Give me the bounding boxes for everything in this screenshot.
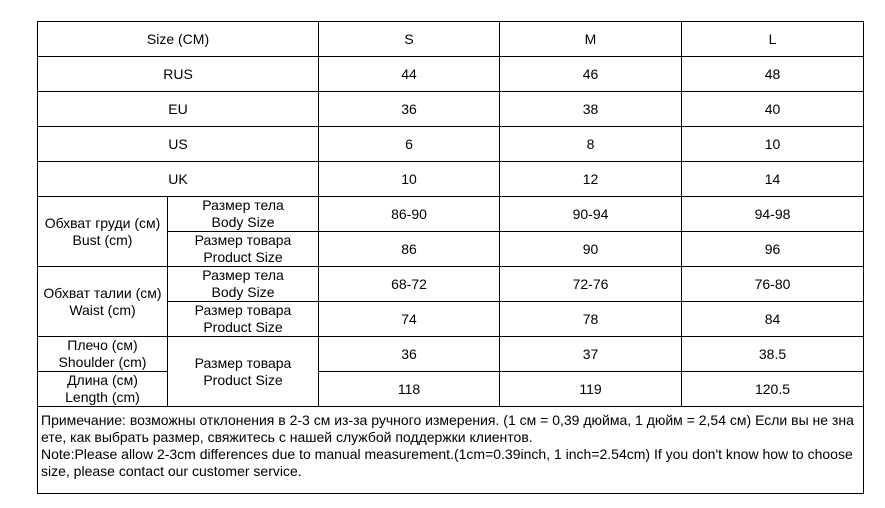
length-row (38, 372, 864, 407)
size-m-header: M (500, 22, 682, 57)
waist-body-row (38, 267, 864, 302)
cell: 76-80 (682, 267, 864, 302)
shoulder-row (38, 337, 864, 372)
cell: 86-90 (319, 197, 500, 232)
waist-label-en: Waist (cm) (69, 301, 136, 318)
cell: 46 (500, 57, 682, 92)
bust-body-row (38, 197, 864, 232)
shoulder-label: Плечо (см) Shoulder (cm) (38, 337, 168, 372)
eu-row (38, 92, 864, 127)
bust-label-ru: Обхват груди (см) (44, 214, 161, 231)
waist-label (38, 267, 168, 337)
cell: 72-76 (500, 267, 682, 302)
cell: 40 (682, 92, 864, 127)
bust-label (38, 197, 168, 267)
cell: 90-94 (500, 197, 682, 232)
cell: 12 (500, 162, 682, 197)
note-en: Note:Please allow 2-3cm differences due to manual measurement.(1cm=0.39inch, 1 inch=2.54cm) If you don't know how to choose size, please contact our customer service. (41, 446, 853, 479)
us-row (38, 127, 864, 162)
bust-label-en: Bust (cm) (72, 231, 133, 248)
cell: 36 (319, 92, 500, 127)
size-header-label: Size (CM) (38, 22, 319, 57)
row-label: EU (38, 92, 319, 127)
cell: 120.5 (682, 372, 864, 407)
rus-row (38, 57, 864, 92)
header-row (38, 22, 864, 57)
cell: 84 (682, 302, 864, 337)
row-label: RUS (38, 57, 319, 92)
body-size-label: Размер тела Body Size (168, 197, 319, 232)
size-chart-table (37, 21, 864, 494)
cell: 90 (500, 232, 682, 267)
cell: 96 (682, 232, 864, 267)
product-size-label: Размер товара Product Size (168, 302, 319, 337)
cell: 10 (682, 127, 864, 162)
length-label: Длина (см) Length (cm) (38, 372, 168, 407)
uk-row (38, 162, 864, 197)
cell: 94-98 (682, 197, 864, 232)
cell: 78 (500, 302, 682, 337)
cell: 74 (319, 302, 500, 337)
size-l-header: L (682, 22, 864, 57)
waist-label-ru: Обхват талии (см) (43, 284, 162, 301)
cell: 86 (319, 232, 500, 267)
note-row (38, 407, 864, 494)
cell: 36 (319, 337, 500, 372)
cell: 44 (319, 57, 500, 92)
cell: 119 (500, 372, 682, 407)
note-cell (38, 407, 864, 494)
cell: 6 (319, 127, 500, 162)
product-size-label: Размер товара Product Size (168, 337, 319, 407)
body-size-label: Размер тела Body Size (168, 267, 319, 302)
cell: 38.5 (682, 337, 864, 372)
cell: 68-72 (319, 267, 500, 302)
cell: 8 (500, 127, 682, 162)
cell: 10 (319, 162, 500, 197)
size-s-header: S (319, 22, 500, 57)
cell: 37 (500, 337, 682, 372)
product-size-label: Размер товара Product Size (168, 232, 319, 267)
cell: 48 (682, 57, 864, 92)
row-label: US (38, 127, 319, 162)
cell: 38 (500, 92, 682, 127)
cell: 118 (319, 372, 500, 407)
row-label: UK (38, 162, 319, 197)
note-ru: Примечание: возможны отклонения в 2-3 см из-за ручного измерения. (1 см = 0,39 дюйма, 1 дюйм = 2,54 см) Если вы не знаете, как выбрать размер, свяжитесь с нашей службой поддержки клиентов. (41, 412, 854, 445)
cell: 14 (682, 162, 864, 197)
